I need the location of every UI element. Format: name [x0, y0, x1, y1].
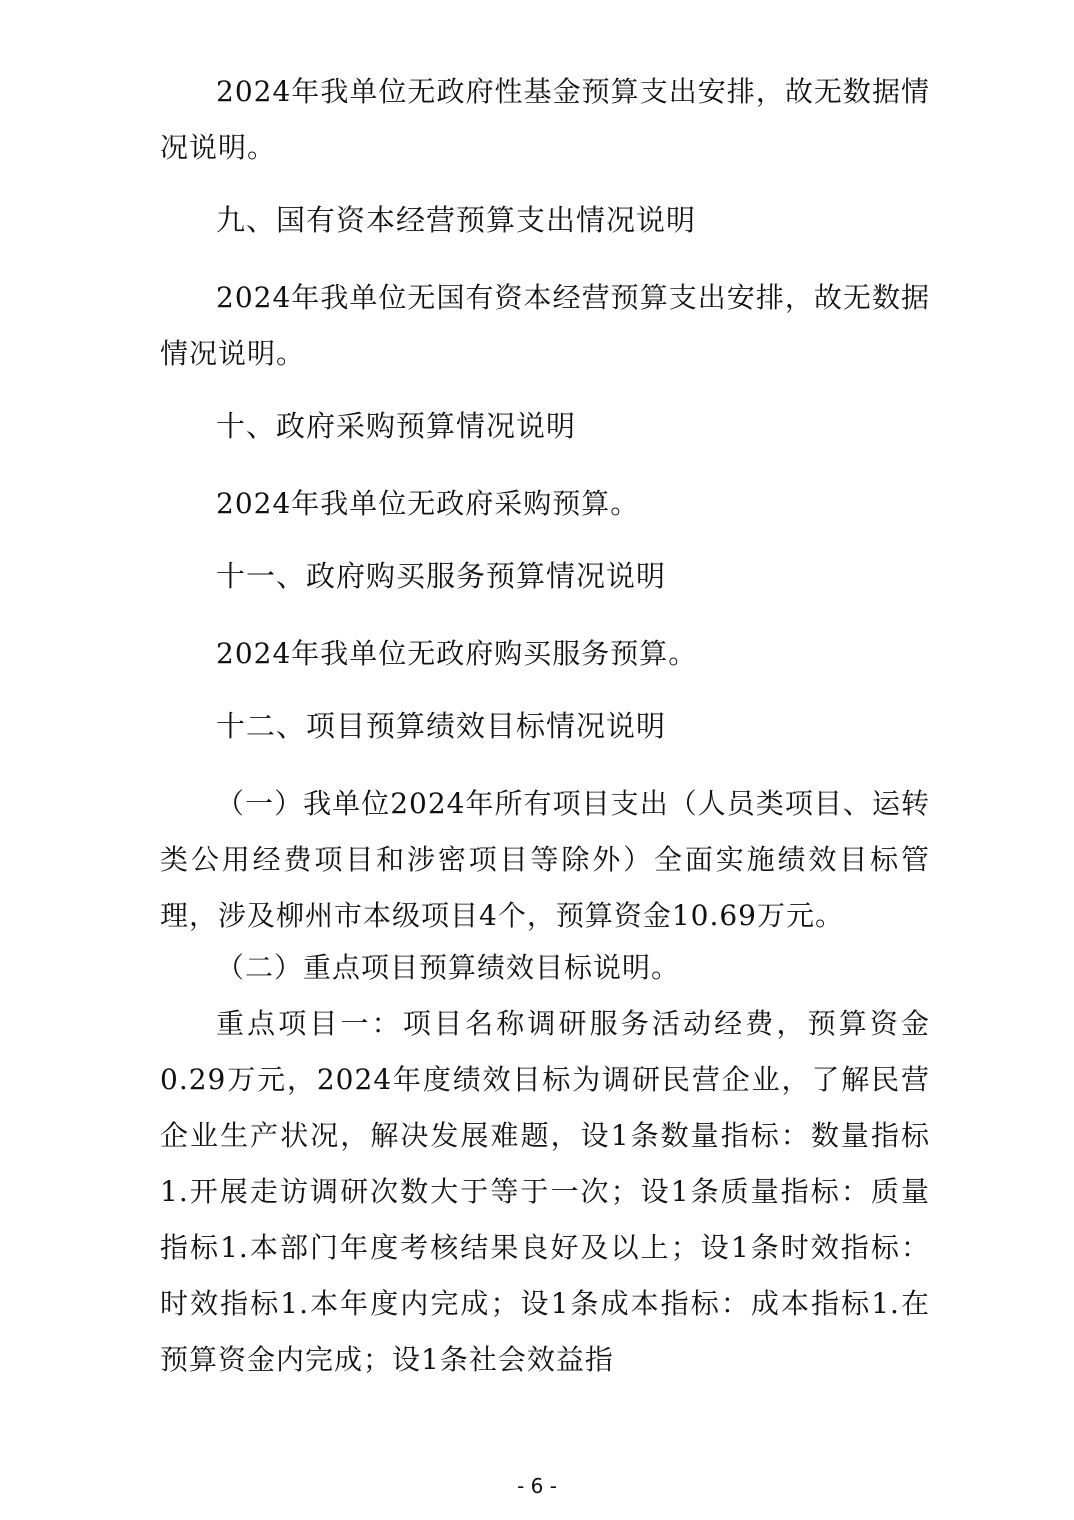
paragraph-government-fund: 2024年我单位无政府性基金预算支出安排，故无数据情况说明。	[160, 75, 930, 164]
paragraph-key-project-one: 重点项目一：项目名称调研服务活动经费，预算资金0.29万元，2024年度绩效目标为调研民营企业，了解民营企业生产状况，解决发展难题，设1条数量指标：数量指标1.开展走访调研次数大于等于一次；设1条质量指标：质量指标1.本部门年度考核结果良好及以上；设1条时效指标：时效指标1.本年度内完成；设1条成本指标：成本指标1.在预算资金内完成；设1条社会效益指	[160, 1007, 930, 1376]
heading-section-9: 九、国有资本经营预算支出情况说明	[216, 203, 697, 237]
paragraph-state-capital: 2024年我单位无国有资本经营预算支出安排，故无数据情况说明。	[160, 281, 930, 370]
paragraph-procurement: 2024年我单位无政府采购预算。	[216, 487, 640, 520]
heading-section-10: 十、政府采购预算情况说明	[216, 409, 577, 443]
heading-section-11: 十一、政府购买服务预算情况说明	[216, 559, 667, 593]
paragraph-key-project-intro: （二）重点项目预算绩效目标说明。	[216, 951, 681, 984]
paragraph-purchase-services: 2024年我单位无政府购买服务预算。	[216, 637, 698, 670]
page-number: - 6 -	[517, 1474, 557, 1498]
paragraph-performance-overview: （一）我单位2024年所有项目支出（人员类项目、运转类公用经费项目和涉密项目等除外）全面实施绩效目标管理，涉及柳州市本级项目4个，预算资金10.69万元。	[160, 787, 930, 932]
heading-section-12: 十二、项目预算绩效目标情况说明	[216, 709, 667, 743]
